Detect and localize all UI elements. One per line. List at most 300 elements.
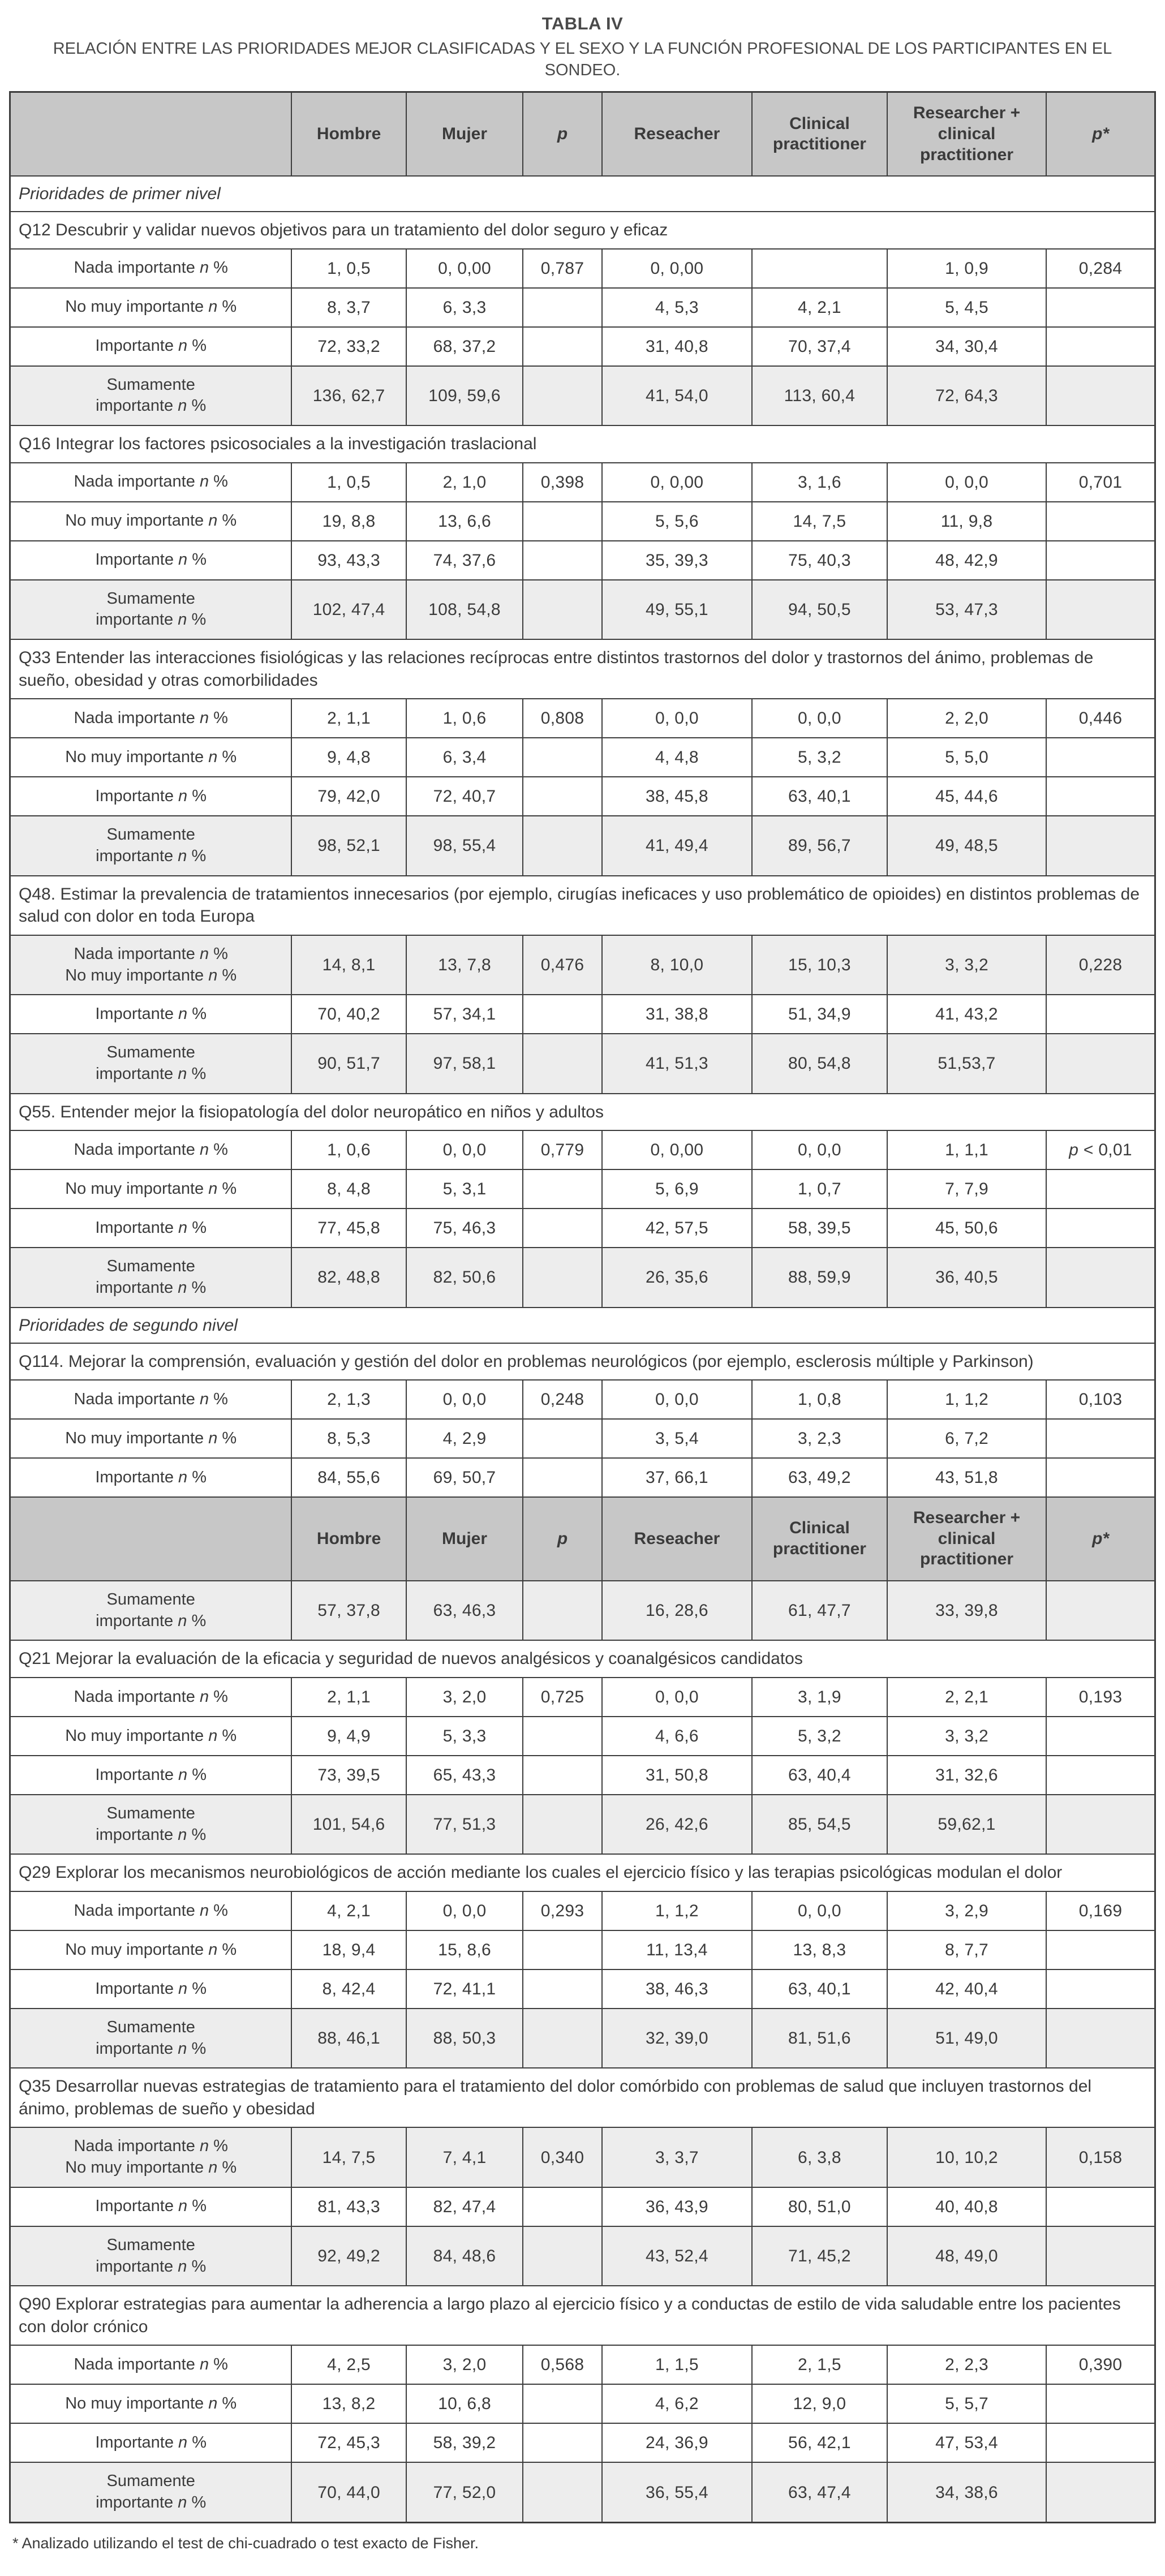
value-cell: 0, 0,0 [602, 1678, 752, 1717]
value-cell: 13, 7,8 [406, 935, 523, 995]
value-cell: 13, 6,6 [406, 502, 523, 541]
value-cell [1046, 2187, 1155, 2226]
value-cell: 51, 49,0 [887, 2009, 1046, 2068]
data-row [10, 995, 1155, 1034]
value-cell: p < 0,01 [1046, 1130, 1155, 1169]
value-cell: 4, 2,9 [406, 1419, 523, 1458]
column-header-p: p* [1046, 92, 1155, 176]
data-row [10, 1969, 1155, 2009]
value-cell: 31, 38,8 [602, 995, 752, 1034]
value-cell: 77, 51,3 [406, 1795, 523, 1854]
value-cell: 88, 59,9 [752, 1248, 887, 1307]
value-cell: 8, 7,7 [887, 1930, 1046, 1969]
value-cell [1046, 1756, 1155, 1795]
value-cell: 37, 66,1 [602, 1458, 752, 1497]
section-row [10, 1308, 1155, 1343]
value-cell: 102, 47,4 [291, 580, 406, 639]
value-cell: 3, 3,2 [887, 935, 1046, 995]
value-cell: 36, 40,5 [887, 1248, 1046, 1307]
value-cell: 77, 45,8 [291, 1209, 406, 1248]
value-cell: 45, 44,6 [887, 777, 1046, 816]
value-cell: 0, 0,0 [406, 1130, 523, 1169]
value-cell: 68, 37,2 [406, 327, 523, 366]
row-label: No muy importante n % [10, 502, 292, 541]
value-cell: 2, 2,3 [887, 2345, 1046, 2384]
value-cell: 0,293 [523, 1891, 602, 1930]
value-cell: 81, 43,3 [291, 2187, 406, 2226]
value-cell: 80, 54,8 [752, 1034, 887, 1093]
value-cell: 98, 55,4 [406, 816, 523, 875]
value-cell: 5, 6,9 [602, 1169, 752, 1209]
value-cell: 0, 0,0 [752, 699, 887, 738]
value-cell: 63, 47,4 [752, 2462, 887, 2522]
value-cell: 63, 40,1 [752, 1969, 887, 2009]
data-row [10, 1130, 1155, 1169]
value-cell: 19, 8,8 [291, 502, 406, 541]
value-cell: 81, 51,6 [752, 2009, 887, 2068]
value-cell: 0,701 [1046, 463, 1155, 502]
value-cell: 82, 48,8 [291, 1248, 406, 1307]
value-cell: 0,787 [523, 249, 602, 288]
question-label: Q16 Integrar los factores psicosociales a la investigación traslacional [10, 425, 1155, 463]
row-label: Importante n % [10, 1969, 292, 2009]
value-cell [1046, 1248, 1155, 1307]
question-row [10, 2068, 1155, 2127]
value-cell: 31, 40,8 [602, 327, 752, 366]
data-row [10, 1795, 1155, 1854]
data-row [10, 366, 1155, 425]
question-row [10, 1640, 1155, 1678]
value-cell: 53, 47,3 [887, 580, 1046, 639]
value-cell [1046, 1969, 1155, 2009]
value-cell: 8, 10,0 [602, 935, 752, 995]
value-cell: 5, 3,2 [752, 738, 887, 777]
value-cell: 3, 1,6 [752, 463, 887, 502]
data-row [10, 738, 1155, 777]
question-label: Q21 Mejorar la evaluación de la eficacia y seguridad de nuevos analgésicos y coanalgésicos candidatos [10, 1640, 1155, 1678]
value-cell: 93, 43,3 [291, 541, 406, 580]
data-row [10, 1380, 1155, 1419]
column-header-reseacher: Reseacher [602, 1497, 752, 1581]
row-label: Nada importante n % [10, 1380, 292, 1419]
value-cell: 0,340 [523, 2127, 602, 2187]
value-cell: 4, 2,1 [752, 288, 887, 327]
value-cell: 1, 0,6 [406, 699, 523, 738]
value-cell [523, 1717, 602, 1756]
value-cell: 0, 0,00 [602, 463, 752, 502]
value-cell: 2, 2,1 [887, 1678, 1046, 1717]
value-cell: 41, 54,0 [602, 366, 752, 425]
value-cell: 3, 2,0 [406, 2345, 523, 2384]
question-row [10, 1343, 1155, 1381]
value-cell: 26, 42,6 [602, 1795, 752, 1854]
data-row [10, 541, 1155, 580]
value-cell [1046, 502, 1155, 541]
data-row [10, 1678, 1155, 1717]
value-cell: 6, 3,3 [406, 288, 523, 327]
row-label: Nada importante n % [10, 1130, 292, 1169]
value-cell: 1, 0,7 [752, 1169, 887, 1209]
value-cell [1046, 1581, 1155, 1640]
data-row [10, 1581, 1155, 1640]
column-header-mujer: Mujer [406, 1497, 523, 1581]
value-cell: 49, 55,1 [602, 580, 752, 639]
value-cell [523, 2462, 602, 2522]
value-cell [523, 995, 602, 1034]
value-cell: 47, 53,4 [887, 2423, 1046, 2462]
row-label: Importante n % [10, 541, 292, 580]
value-cell: 11, 13,4 [602, 1930, 752, 1969]
question-row [10, 2286, 1155, 2345]
value-cell: 42, 57,5 [602, 1209, 752, 1248]
value-cell [523, 1169, 602, 1209]
value-cell: 1, 0,8 [752, 1380, 887, 1419]
value-cell [1046, 1930, 1155, 1969]
value-cell: 59,62,1 [887, 1795, 1046, 1854]
row-label: No muy importante n % [10, 1717, 292, 1756]
value-cell: 77, 52,0 [406, 2462, 523, 2522]
column-header-reseacher: Reseacher [602, 92, 752, 176]
value-cell: 5, 3,1 [406, 1169, 523, 1209]
value-cell: 10, 6,8 [406, 2384, 523, 2423]
row-label: No muy importante n % [10, 738, 292, 777]
value-cell: 101, 54,6 [291, 1795, 406, 1854]
data-row [10, 2384, 1155, 2423]
value-cell [523, 738, 602, 777]
value-cell: 33, 39,8 [887, 1581, 1046, 1640]
data-row [10, 1891, 1155, 1930]
question-row [10, 425, 1155, 463]
section-row [10, 176, 1155, 212]
value-cell: 65, 43,3 [406, 1756, 523, 1795]
value-cell: 14, 8,1 [291, 935, 406, 995]
value-cell: 88, 46,1 [291, 2009, 406, 2068]
value-cell: 31, 50,8 [602, 1756, 752, 1795]
row-label: No muy importante n % [10, 288, 292, 327]
value-cell [1046, 995, 1155, 1034]
value-cell: 3, 3,2 [887, 1717, 1046, 1756]
value-cell: 79, 42,0 [291, 777, 406, 816]
value-cell [523, 580, 602, 639]
value-cell: 88, 50,3 [406, 2009, 523, 2068]
value-cell: 7, 7,9 [887, 1169, 1046, 1209]
value-cell: 6, 3,8 [752, 2127, 887, 2187]
value-cell [523, 2009, 602, 2068]
column-header-mujer: Mujer [406, 92, 523, 176]
row-label: Sumamente importante n % [10, 1795, 292, 1854]
value-cell: 0,284 [1046, 249, 1155, 288]
value-cell [523, 366, 602, 425]
row-label: Nada importante n % [10, 1891, 292, 1930]
row-label: Nada importante n % [10, 2345, 292, 2384]
value-cell [1046, 366, 1155, 425]
value-cell: 9, 4,9 [291, 1717, 406, 1756]
value-cell: 48, 42,9 [887, 541, 1046, 580]
value-cell: 84, 48,6 [406, 2226, 523, 2286]
value-cell: 42, 40,4 [887, 1969, 1046, 2009]
value-cell: 12, 9,0 [752, 2384, 887, 2423]
data-row [10, 1209, 1155, 1248]
value-cell: 34, 30,4 [887, 327, 1046, 366]
value-cell [1046, 1717, 1155, 1756]
value-cell: 4, 6,6 [602, 1717, 752, 1756]
value-cell: 2, 1,1 [291, 699, 406, 738]
value-cell [523, 541, 602, 580]
value-cell: 3, 1,9 [752, 1678, 887, 1717]
value-cell [523, 2384, 602, 2423]
value-cell: 2, 1,5 [752, 2345, 887, 2384]
column-header-empty [10, 1497, 292, 1581]
value-cell [523, 1930, 602, 1969]
value-cell: 72, 33,2 [291, 327, 406, 366]
value-cell: 49, 48,5 [887, 816, 1046, 875]
value-cell: 85, 54,5 [752, 1795, 887, 1854]
row-label: Sumamente importante n % [10, 2009, 292, 2068]
column-header-researcher-clinical-practitioner: Researcher + clinical practitioner [887, 92, 1046, 176]
value-cell: 136, 62,7 [291, 366, 406, 425]
value-cell: 3, 5,4 [602, 1419, 752, 1458]
value-cell: 94, 50,5 [752, 580, 887, 639]
column-header-p: p [523, 1497, 602, 1581]
value-cell [523, 1756, 602, 1795]
value-cell: 7, 4,1 [406, 2127, 523, 2187]
value-cell: 0, 0,00 [602, 1130, 752, 1169]
value-cell: 11, 9,8 [887, 502, 1046, 541]
row-label: No muy importante n % [10, 1169, 292, 1209]
value-cell: 90, 51,7 [291, 1034, 406, 1093]
row-label: Importante n % [10, 995, 292, 1034]
value-cell [523, 2423, 602, 2462]
value-cell: 63, 40,4 [752, 1756, 887, 1795]
value-cell: 63, 46,3 [406, 1581, 523, 1640]
row-label: Nada importante n % [10, 1678, 292, 1717]
question-row [10, 1094, 1155, 1131]
table-subtitle: RELACIÓN ENTRE LAS PRIORIDADES MEJOR CLASIFICADAS Y EL SEXO Y LA FUNCIÓN PROFESIONAL DE LOS PARTICIPANTES EN EL SONDEO. [53, 40, 1112, 79]
value-cell [1046, 1458, 1155, 1497]
question-row [10, 1854, 1155, 1891]
row-label: Sumamente importante n % [10, 366, 292, 425]
row-label: Sumamente importante n % [10, 580, 292, 639]
value-cell: 97, 58,1 [406, 1034, 523, 1093]
table-body [10, 92, 1155, 2522]
question-label: Q55. Entender mejor la fisiopatología del dolor neuropático en niños y adultos [10, 1094, 1155, 1131]
value-cell [523, 502, 602, 541]
section-label: Prioridades de primer nivel [10, 176, 1155, 212]
value-cell: 0,568 [523, 2345, 602, 2384]
row-label: Nada importante n % No muy importante n % [10, 935, 292, 995]
value-cell: 2, 2,0 [887, 699, 1046, 738]
data-row [10, 2009, 1155, 2068]
value-cell: 56, 42,1 [752, 2423, 887, 2462]
value-cell: 0,779 [523, 1130, 602, 1169]
row-label: Sumamente importante n % [10, 816, 292, 875]
column-header-clinical-practitioner: Clinical practitioner [752, 92, 887, 176]
value-cell: 18, 9,4 [291, 1930, 406, 1969]
value-cell: 5, 5,0 [887, 738, 1046, 777]
value-cell: 61, 47,7 [752, 1581, 887, 1640]
row-label: Sumamente importante n % [10, 2226, 292, 2286]
table-header-row [10, 92, 1155, 176]
value-cell: 35, 39,3 [602, 541, 752, 580]
row-label: Sumamente importante n % [10, 1034, 292, 1093]
row-label: Importante n % [10, 2187, 292, 2226]
value-cell: 69, 50,7 [406, 1458, 523, 1497]
value-cell: 34, 38,6 [887, 2462, 1046, 2522]
value-cell: 73, 39,5 [291, 1756, 406, 1795]
value-cell: 70, 40,2 [291, 995, 406, 1034]
value-cell: 72, 41,1 [406, 1969, 523, 2009]
row-label: Importante n % [10, 1458, 292, 1497]
value-cell: 13, 8,3 [752, 1930, 887, 1969]
value-cell: 72, 45,3 [291, 2423, 406, 2462]
value-cell: 24, 36,9 [602, 2423, 752, 2462]
value-cell: 3, 2,9 [887, 1891, 1046, 1930]
value-cell: 70, 44,0 [291, 2462, 406, 2522]
value-cell: 98, 52,1 [291, 816, 406, 875]
value-cell [1046, 2423, 1155, 2462]
value-cell [523, 816, 602, 875]
value-cell: 51, 34,9 [752, 995, 887, 1034]
value-cell: 14, 7,5 [291, 2127, 406, 2187]
value-cell: 1, 1,2 [887, 1380, 1046, 1419]
value-cell: 0,103 [1046, 1380, 1155, 1419]
value-cell: 82, 50,6 [406, 1248, 523, 1307]
data-row [10, 2423, 1155, 2462]
value-cell: 72, 64,3 [887, 366, 1046, 425]
value-cell [1046, 2384, 1155, 2423]
value-cell: 80, 51,0 [752, 2187, 887, 2226]
value-cell: 4, 2,1 [291, 1891, 406, 1930]
row-label: No muy importante n % [10, 1930, 292, 1969]
column-header-hombre: Hombre [291, 1497, 406, 1581]
value-cell [752, 249, 887, 288]
value-cell [1046, 738, 1155, 777]
value-cell: 36, 43,9 [602, 2187, 752, 2226]
data-row [10, 2345, 1155, 2384]
value-cell [523, 2226, 602, 2286]
value-cell: 5, 4,5 [887, 288, 1046, 327]
value-cell [523, 1034, 602, 1093]
value-cell: 31, 32,6 [887, 1756, 1046, 1795]
data-row [10, 288, 1155, 327]
value-cell: 0, 0,00 [406, 249, 523, 288]
value-cell: 41, 51,3 [602, 1034, 752, 1093]
value-cell [523, 2187, 602, 2226]
value-cell: 0,808 [523, 699, 602, 738]
value-cell: 0, 0,0 [752, 1130, 887, 1169]
row-label: Nada importante n % [10, 463, 292, 502]
data-row [10, 2187, 1155, 2226]
value-cell: 0,228 [1046, 935, 1155, 995]
value-cell [523, 1969, 602, 2009]
value-cell [1046, 777, 1155, 816]
value-cell: 72, 40,7 [406, 777, 523, 816]
value-cell [1046, 816, 1155, 875]
value-cell: 84, 55,6 [291, 1458, 406, 1497]
value-cell: 13, 8,2 [291, 2384, 406, 2423]
data-row [10, 580, 1155, 639]
value-cell: 108, 54,8 [406, 580, 523, 639]
value-cell [1046, 2462, 1155, 2522]
value-cell [523, 1795, 602, 1854]
question-label: Q90 Explorar estrategias para aumentar la adherencia a largo plazo al ejercicio físico y a conductas de estilo de vida saludable entre los pacientes con dolor crónico [10, 2286, 1155, 2345]
row-label: Sumamente importante n % [10, 2462, 292, 2522]
data-row [10, 1756, 1155, 1795]
value-cell: 15, 8,6 [406, 1930, 523, 1969]
value-cell: 3, 3,7 [602, 2127, 752, 2187]
value-cell: 1, 0,5 [291, 249, 406, 288]
data-row [10, 1248, 1155, 1307]
value-cell: 8, 3,7 [291, 288, 406, 327]
column-header-p: p* [1046, 1497, 1155, 1581]
data-row [10, 1034, 1155, 1093]
value-cell: 57, 34,1 [406, 995, 523, 1034]
value-cell: 1, 0,6 [291, 1130, 406, 1169]
question-label: Q35 Desarrollar nuevas estrategias de tratamiento para el tratamiento del dolor comórbido con problemas de salud que incluyen trastornos del ánimo, problemas de sueño y obesidad [10, 2068, 1155, 2127]
column-header-researcher-clinical-practitioner: Researcher + clinical practitioner [887, 1497, 1046, 1581]
value-cell: 16, 28,6 [602, 1581, 752, 1640]
value-cell: 8, 5,3 [291, 1419, 406, 1458]
column-header-p: p [523, 92, 602, 176]
value-cell: 8, 42,4 [291, 1969, 406, 2009]
value-cell: 36, 55,4 [602, 2462, 752, 2522]
footnote: * Analizado utilizando el test de chi-cuadrado o test exacto de Fisher. [12, 2534, 479, 2552]
value-cell: 2, 1,3 [291, 1380, 406, 1419]
value-cell: 71, 45,2 [752, 2226, 887, 2286]
value-cell: 70, 37,4 [752, 327, 887, 366]
results-table [9, 91, 1156, 2523]
row-label: Nada importante n % [10, 699, 292, 738]
value-cell: 0,193 [1046, 1678, 1155, 1717]
value-cell [1046, 288, 1155, 327]
value-cell: 4, 5,3 [602, 288, 752, 327]
row-label: Nada importante n % [10, 249, 292, 288]
value-cell: 0, 0,0 [406, 1380, 523, 1419]
data-row [10, 2127, 1155, 2187]
value-cell: 6, 7,2 [887, 1419, 1046, 1458]
row-label: Importante n % [10, 2423, 292, 2462]
data-row [10, 1169, 1155, 1209]
value-cell: 2, 1,1 [291, 1678, 406, 1717]
value-cell: 2, 1,0 [406, 463, 523, 502]
question-row [10, 639, 1155, 699]
value-cell [1046, 2009, 1155, 2068]
row-label: No muy importante n % [10, 1419, 292, 1458]
value-cell: 0,390 [1046, 2345, 1155, 2384]
value-cell: 9, 4,8 [291, 738, 406, 777]
row-label: Importante n % [10, 1209, 292, 1248]
value-cell: 5, 3,2 [752, 1717, 887, 1756]
value-cell: 0, 0,0 [602, 699, 752, 738]
value-cell [1046, 1169, 1155, 1209]
value-cell: 51,53,7 [887, 1034, 1046, 1093]
value-cell: 26, 35,6 [602, 1248, 752, 1307]
section-label: Prioridades de segundo nivel [10, 1308, 1155, 1343]
data-row [10, 2462, 1155, 2522]
value-cell: 75, 46,3 [406, 1209, 523, 1248]
question-row [10, 212, 1155, 249]
table-caption [9, 14, 1156, 81]
value-cell: 89, 56,7 [752, 816, 887, 875]
value-cell [523, 1581, 602, 1640]
value-cell: 41, 49,4 [602, 816, 752, 875]
value-cell: 6, 3,4 [406, 738, 523, 777]
value-cell: 0, 0,00 [602, 249, 752, 288]
value-cell: 1, 1,5 [602, 2345, 752, 2384]
value-cell [1046, 541, 1155, 580]
value-cell: 113, 60,4 [752, 366, 887, 425]
value-cell [523, 1248, 602, 1307]
